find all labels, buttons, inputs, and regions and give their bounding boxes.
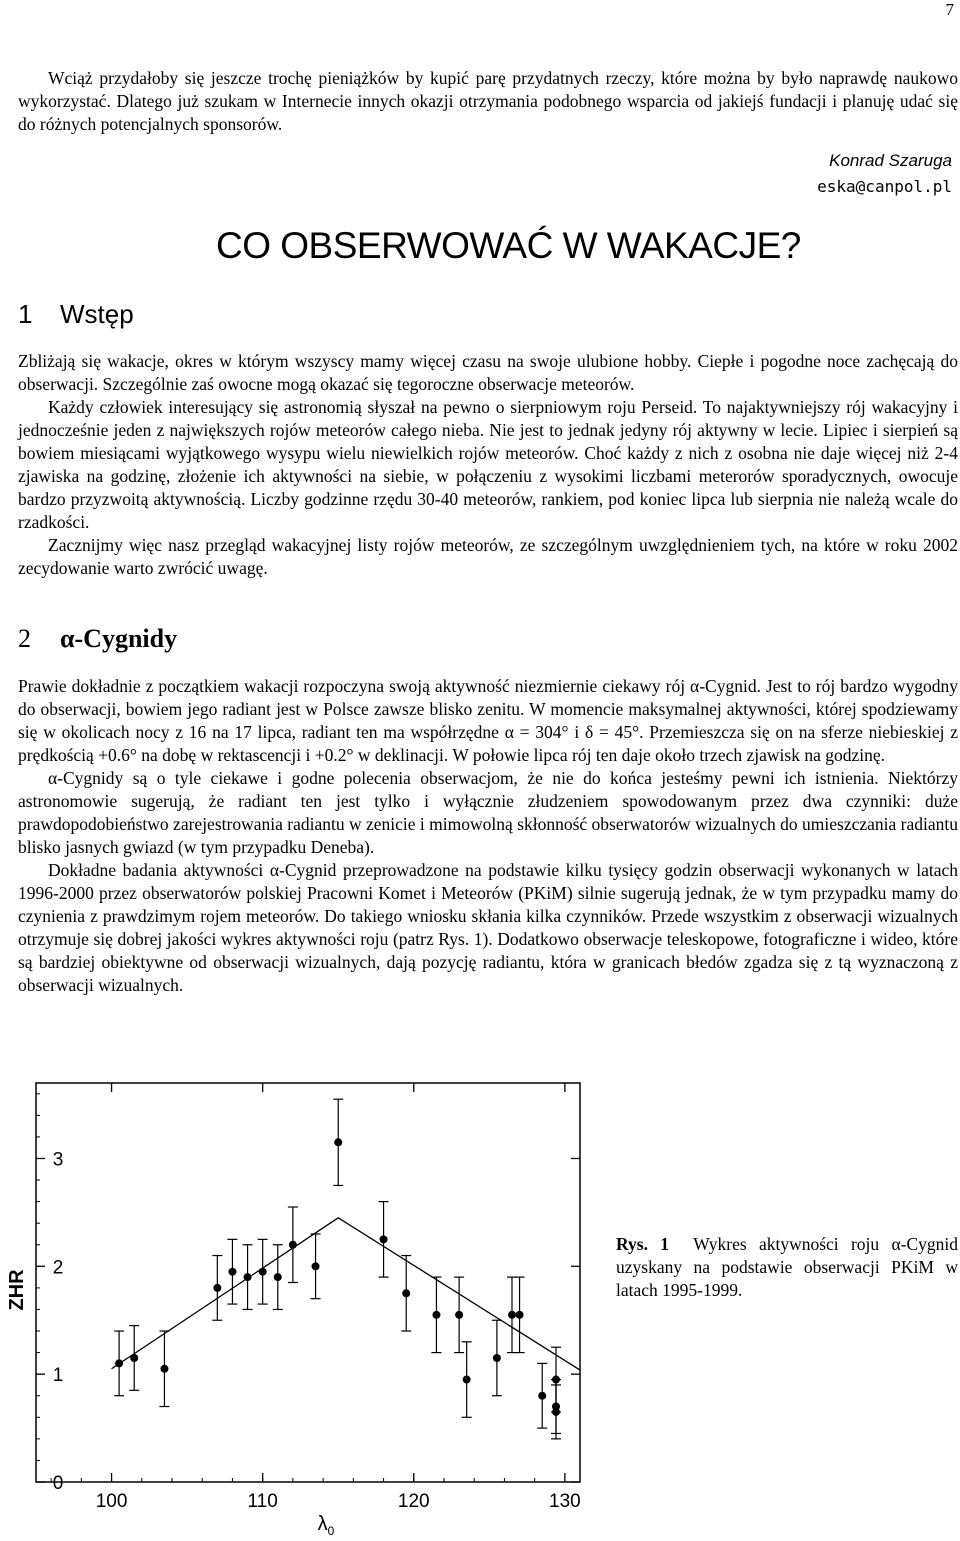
data-point bbox=[538, 1392, 546, 1400]
author-email: eska@canpol.pl bbox=[817, 177, 952, 196]
data-point bbox=[380, 1235, 388, 1243]
figure-caption bbox=[616, 1233, 958, 1302]
figure-label: Rys. 1 bbox=[616, 1234, 670, 1254]
section-1-paragraph-1: Zbliżają się wakacje, okres w którym wszyscy mamy więcej czasu na swoje ulubione hobby. Ciepłe i pogodne noce zachęcają do obserwacji. Szczególnie zaś owocne mogą okazać się tegoroczne obserwacje meteorów. bbox=[18, 351, 958, 394]
section-2-paragraph-2: α-Cygnidy są o tyle ciekawe i godne polecenia obserwacjom, że nie do końca jesteśmy pewni ich istnienia. Niektórzy astronomowie sugerują, że radiant ten jest tylko i wyłącznie złudzeniem spowodowanym przez dwa czynniki: duże prawdopodobieństwo zarejestrowania radiantu w zenicie i mimowolną skłonność obserwatorów wizualnych do umieszczania radiantu blisko jasnych gwiazd (w tym przypadku Deneba). bbox=[18, 768, 958, 857]
x-tick-label-120: 120 bbox=[397, 1491, 430, 1512]
section-1-number: 1 bbox=[18, 299, 33, 329]
section-1-paragraph-2: Każdy człowiek interesujący się astronomią słyszał na pewno o sierpniowym roju Perseid. To najaktywniejszy rój wakacyjny i jednocześnie jeden z największych rojów meteorów całego nieba. Nie jest to jednak jedyny rój aktywny w lecie. Lipiec i sierpień są bowiem miesiącami wyjątkowego wysypu wielu niewielkich rojów meteorów. Choć każdy z nich z osobna nie daje więcej niż 2-4 zjawiska na godzinę, złożenie ich aktywności na siebie, w połączeniu z wysokimi liczbami meterorów sporadycznych, owocuje bardzo przyzwoitą aktywnością. Liczby godzinne rzędu 30-40 meteorów, rankiem, pod koniec lipca lub sierpnia nie należą wcale do rzadkości. bbox=[18, 397, 958, 532]
y-tick-label-2: 2 bbox=[52, 1257, 64, 1279]
x-tick-label-110: 110 bbox=[247, 1491, 278, 1512]
article-title: CO OBSERWOWAĆ W WAKACJE? bbox=[216, 225, 801, 266]
author-name: Konrad Szaruga bbox=[829, 151, 952, 170]
data-point bbox=[312, 1262, 320, 1270]
data-point bbox=[244, 1273, 252, 1281]
data-point bbox=[552, 1376, 560, 1384]
data-point bbox=[432, 1311, 440, 1319]
section-2-title: α-Cygnidy bbox=[60, 624, 178, 653]
y-tick-label-1: 1 bbox=[52, 1365, 64, 1387]
data-point bbox=[289, 1241, 297, 1249]
data-point bbox=[516, 1311, 524, 1319]
fit-line bbox=[112, 1218, 580, 1370]
data-point bbox=[493, 1354, 501, 1362]
data-point bbox=[130, 1354, 138, 1362]
section-2-body bbox=[18, 675, 958, 997]
section-1-paragraph-3: Zacznijmy więc nasz przegląd wakacyjnej listy rojów meteorów, ze szczególnym uwzględnieniem tych, na które w roku 2002 zecydowanie warto zwrócić uwagę. bbox=[18, 535, 958, 578]
x-axis-label bbox=[318, 1513, 335, 1538]
x-tick-label-130: 130 bbox=[549, 1491, 581, 1512]
section-2-paragraph-3: Dokładne badania aktywności α-Cygnid przeprowadzone na podstawie kilku tysięcy godzin obserwacji wykonanych w latach 1996-2000 przez obserwatorów polskiej Pracowni Komet i Meteorów (PKiM) silnie sugerują jednak, że w tym przypadku mamy do czynienia z prawdzimym rojem meteorów. Do takiego wniosku skłania kilka czynników. Przede wszystkim z obserwacji wizualnych otrzymuje się dobrej jakości wykres aktywności roju (patrz Rys. 1). Dodatkowo obserwacje teleskopowe, fotograficzne i wideo, które są bardziej obiektywne od obserwacji wizualnych, dają pozycję radiantu, która w granicach błedów zgadza się z tą wyznaczoną z obserwacji wizualnych. bbox=[18, 860, 958, 995]
plot-frame bbox=[36, 1083, 580, 1482]
chart-marks bbox=[36, 1083, 581, 1512]
x-tick-label-100: 100 bbox=[95, 1491, 128, 1512]
data-point bbox=[274, 1273, 282, 1281]
zhr-activity-chart bbox=[0, 1060, 600, 1541]
section-1-heading bbox=[18, 299, 134, 330]
intro-text: Wciąż przydałoby się jeszcze trochę pieniążków by kupić parę przydatnych rzeczy, które można by było naprawdę naukowo wykorzystać. Dlatego już szukam w Internecie innych okazji otrzymania podobnego wsparcia od jakiejś fundacji i planuję udać się do różnych potencjalnych sponsorów. bbox=[18, 68, 958, 134]
y-axis-label: ZHR bbox=[6, 1269, 28, 1311]
section-1-body bbox=[18, 350, 958, 580]
section-2-paragraph-1: Prawie dokładnie z początkiem wakacji rozpoczyna swoją aktywność niezmiernie ciekawy rój α-Cygnid. Jest to rój bardzo wygodny do obserwacji, bowiem jego radiant jest w Polsce zawsze blisko zenitu. W momencie maksymalnej aktywności, której spodziewamy się w okolicach nocy z 16 na 17 lipca, radiant ten ma współrzędne α = 304° i δ = 45°. Przemieszcza się on na sferze niebieskiej z prędkością +0.6° na dobę w rektascencji i +0.2° w deklinacji. W połowie lipca rój ten daje około trzech zjawisk na godzinę. bbox=[18, 676, 958, 765]
x-axis-label-subscript: 0 bbox=[327, 1524, 335, 1538]
section-1-title: Wstęp bbox=[60, 299, 134, 329]
data-point bbox=[455, 1311, 463, 1319]
page-number: 7 bbox=[945, 0, 954, 19]
section-2-heading bbox=[18, 624, 177, 654]
data-point bbox=[402, 1289, 410, 1297]
intro-paragraph bbox=[18, 67, 958, 136]
y-tick-label-0: 0 bbox=[52, 1473, 64, 1494]
data-point bbox=[115, 1359, 123, 1367]
data-point bbox=[160, 1365, 168, 1373]
data-point bbox=[259, 1268, 267, 1276]
data-point bbox=[508, 1311, 516, 1319]
author-block bbox=[817, 151, 952, 196]
figure-caption-text: Wykres aktywności roju α-Cygnid uzyskany na podstawie obserwacji PKiM w latach 1995-1999. bbox=[616, 1234, 958, 1300]
section-2-number: 2 bbox=[18, 624, 31, 653]
data-point bbox=[228, 1268, 236, 1276]
x-axis-label-symbol: λ bbox=[317, 1513, 328, 1535]
data-point bbox=[213, 1284, 221, 1292]
data-point bbox=[463, 1376, 471, 1384]
y-tick-label-3: 3 bbox=[52, 1149, 64, 1171]
data-point bbox=[334, 1138, 342, 1146]
